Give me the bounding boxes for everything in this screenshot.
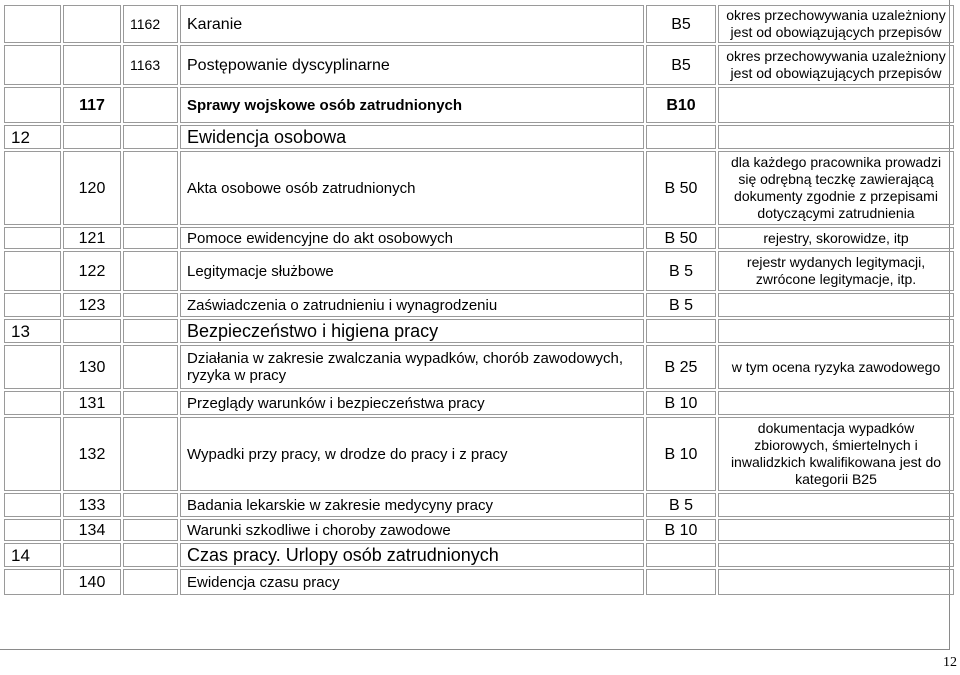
table-row	[4, 569, 954, 595]
group-title: Czas pracy. Urlopy osób zatrudnionych	[180, 543, 644, 567]
archival-category: B5	[646, 5, 716, 43]
class-number: 121	[63, 227, 121, 249]
table-row	[4, 417, 954, 491]
table-row	[4, 227, 954, 249]
entry-title: Ewidencja czasu pracy	[180, 569, 644, 595]
entry-title: Sprawy wojskowe osób zatrudnionych	[180, 87, 644, 123]
class-number: 117	[63, 87, 121, 123]
entry-remarks: dla każdego pracownika prowadzi się odrębną teczkę zawierającą dokumenty zgodnie z przepisami dotyczącymi zatrudnienia	[718, 151, 954, 225]
group-number: 12	[4, 125, 61, 149]
table-row	[4, 493, 954, 517]
class-number: 140	[63, 569, 121, 595]
entry-remarks: okres przechowywania uzależniony jest od obowiązujących przepisów	[718, 45, 954, 85]
archival-category: B10	[646, 87, 716, 123]
archival-category: B 10	[646, 519, 716, 541]
table-row	[4, 519, 954, 541]
group-number: 13	[4, 319, 61, 343]
group-number: 14	[4, 543, 61, 567]
class-number: 131	[63, 391, 121, 415]
table-row	[4, 87, 954, 123]
archival-category: B 10	[646, 417, 716, 491]
archival-category: B 5	[646, 251, 716, 291]
archival-category: B 5	[646, 293, 716, 317]
entry-title: Warunki szkodliwe i choroby zawodowe	[180, 519, 644, 541]
archival-category: B 5	[646, 493, 716, 517]
archival-category: B5	[646, 45, 716, 85]
file-classification-table	[2, 3, 956, 597]
entry-title: Pomoce ewidencyjne do akt osobowych	[180, 227, 644, 249]
entry-title: Badania lekarskie w zakresie medycyny pracy	[180, 493, 644, 517]
class-number: 133	[63, 493, 121, 517]
class-number: 122	[63, 251, 121, 291]
table-row	[4, 45, 954, 85]
group-title: Bezpieczeństwo i higiena pracy	[180, 319, 644, 343]
subclass-number: 1162	[123, 5, 178, 43]
table-row	[4, 151, 954, 225]
class-number: 130	[63, 345, 121, 389]
table-row	[4, 319, 954, 343]
entry-title: Zaświadczenia o zatrudnieniu i wynagrodzeniu	[180, 293, 644, 317]
table-row	[4, 391, 954, 415]
class-number: 134	[63, 519, 121, 541]
archival-category: B 50	[646, 227, 716, 249]
table-row	[4, 125, 954, 149]
entry-title: Przeglądy warunków i bezpieczeństwa pracy	[180, 391, 644, 415]
entry-remarks: w tym ocena ryzyka zawodowego	[718, 345, 954, 389]
entry-title: Karanie	[180, 5, 644, 43]
entry-remarks: rejestry, skorowidze, itp	[718, 227, 954, 249]
table-row	[4, 5, 954, 43]
entry-remarks: dokumentacja wypadków zbiorowych, śmiertelnych i inwalidzkich kwalifikowana jest do kategorii B25	[718, 417, 954, 491]
archival-category: B 25	[646, 345, 716, 389]
archival-category: B 50	[646, 151, 716, 225]
class-number: 120	[63, 151, 121, 225]
entry-title: Akta osobowe osób zatrudnionych	[180, 151, 644, 225]
group-title: Ewidencja osobowa	[180, 125, 644, 149]
entry-title: Postępowanie dyscyplinarne	[180, 45, 644, 85]
entry-title: Działania w zakresie zwalczania wypadków, chorób zawodowych, ryzyka w pracy	[180, 345, 644, 389]
table-row	[4, 543, 954, 567]
entry-title: Legitymacje służbowe	[180, 251, 644, 291]
entry-remarks: okres przechowywania uzależniony jest od obowiązujących przepisów	[718, 5, 954, 43]
class-number: 123	[63, 293, 121, 317]
subclass-number: 1163	[123, 45, 178, 85]
entry-title: Wypadki przy pracy, w drodze do pracy i z pracy	[180, 417, 644, 491]
entry-remarks: rejestr wydanych legitymacji, zwrócone legitymacje, itp.	[718, 251, 954, 291]
class-number: 132	[63, 417, 121, 491]
table-row	[4, 293, 954, 317]
table-row	[4, 251, 954, 291]
page-number: 12	[943, 655, 957, 670]
table-row	[4, 345, 954, 389]
archival-category: B 10	[646, 391, 716, 415]
